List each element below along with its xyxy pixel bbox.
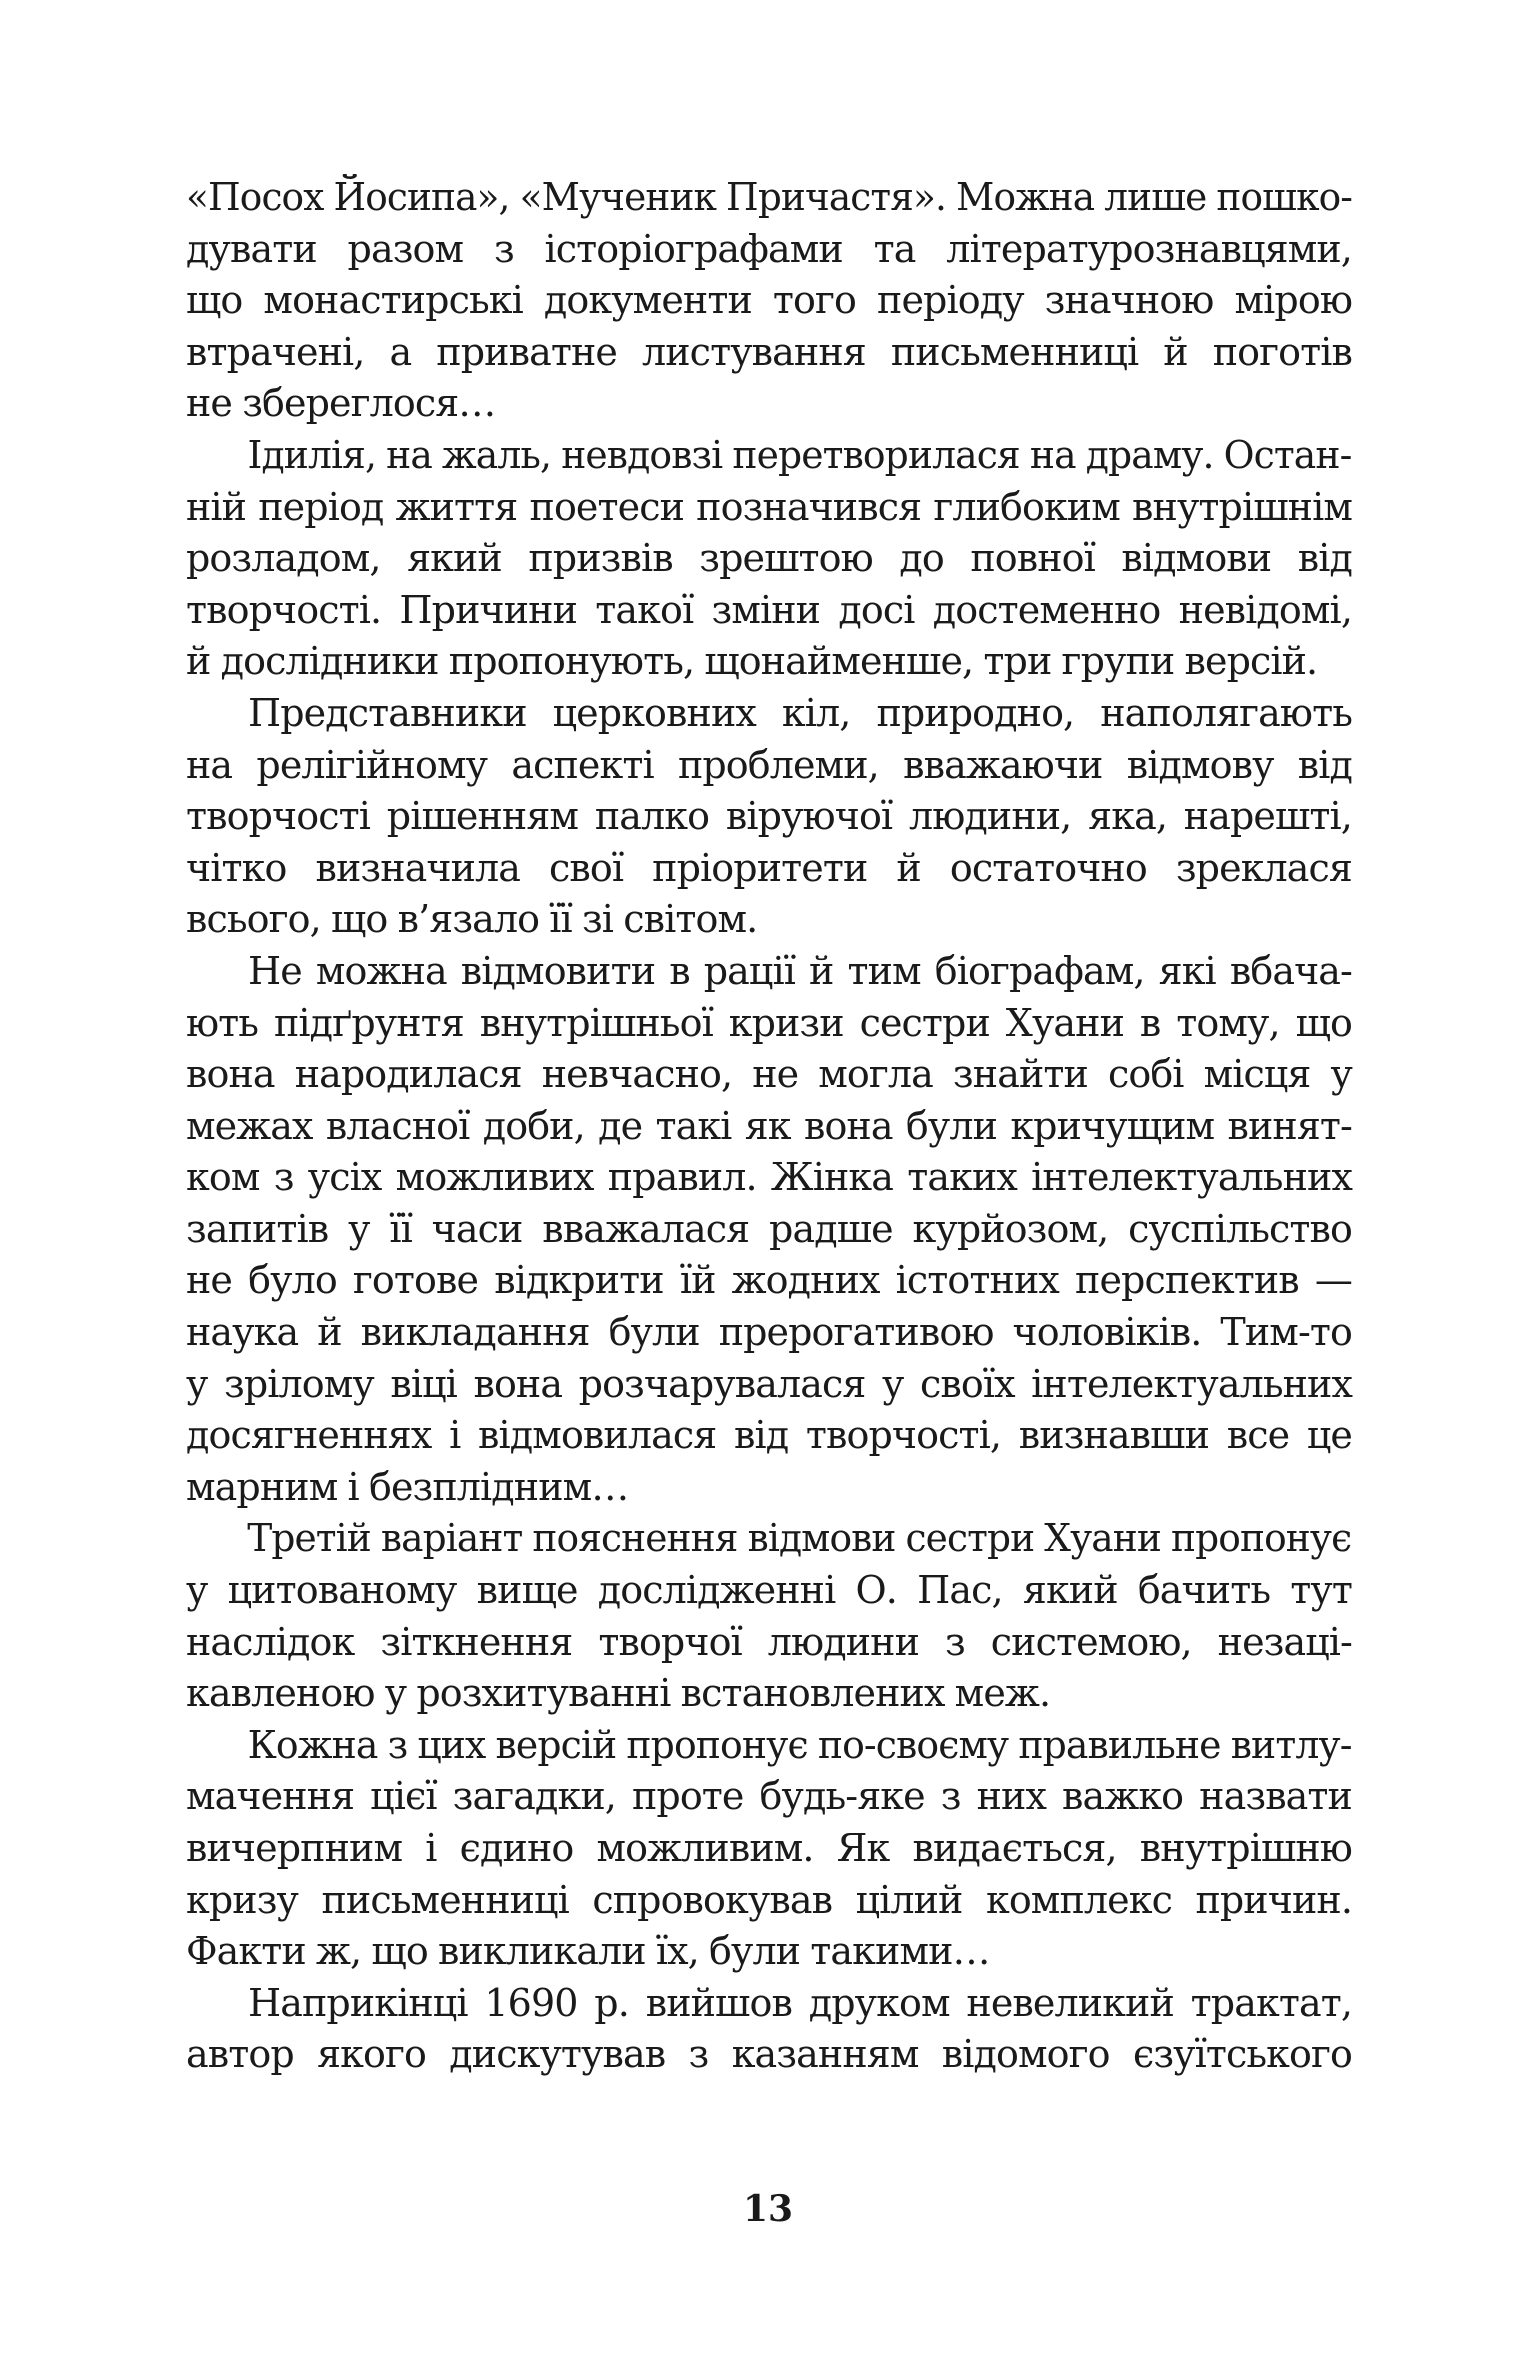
text-line: вичерпним і єдино можливим. Як видається, внутрішню: [186, 1826, 1352, 1870]
text-line: дувати разом з історіографами та літературознавцями,: [186, 226, 1352, 271]
text-line: чітко визначила свої пріоритети й остаточно зреклася: [186, 845, 1352, 890]
paragraph: [186, 1513, 1352, 1719]
text-line: всього, що в’язало її зі світом.: [186, 897, 758, 942]
paragraph: [186, 688, 1352, 946]
text-line: у цитованому вище дослідженні О. Пас, який бачить тут: [186, 1568, 1352, 1613]
paragraph: [186, 172, 1352, 430]
text-line: наслідок зіткнення творчої людини з системою, незаці-: [186, 1619, 1352, 1664]
body-text: [186, 172, 1352, 2081]
paragraph: [186, 1978, 1352, 2081]
text-line: не було готове відкрити їй жодних істотних перспектив —: [186, 1258, 1352, 1303]
text-line: «Посох Йосипа», «Мученик Причастя». Можна лише пошко-: [186, 175, 1353, 219]
text-line: межах власної доби, де такі як вона були кричущим винят-: [186, 1103, 1352, 1148]
text-line: Не можна відмовити в рації й тим біографам, які вбача-: [248, 948, 1352, 993]
text-line: ють підґрунтя внутрішньої кризи сестри Хуани в тому, що: [186, 1000, 1352, 1045]
text-line: запитів у її часи вважалася радше курйозом, суспільство: [186, 1206, 1352, 1251]
text-line: у зрілому віці вона розчарувалася у своїх інтелектуальних: [186, 1361, 1352, 1406]
text-line: мачення цієї загадки, проте будь-яке з них важко назвати: [186, 1774, 1352, 1819]
text-line: що монастирські документи того періоду значною мірою: [186, 278, 1352, 323]
text-line: Кожна з цих версій пропонує по-своєму правильне витлу-: [247, 1722, 1352, 1767]
text-line: й дослідники пропонують, щонайменше, три групи версій.: [186, 639, 1318, 684]
text-line: на релігійному аспекті проблеми, вважаючи відмову від: [186, 742, 1352, 787]
text-line: кризу письменниці спровокував цілий комплекс причин.: [186, 1877, 1352, 1922]
text-line: не збереглося…: [186, 381, 496, 426]
text-line: творчості. Причини такої зміни досі достеменно невідомі,: [186, 587, 1352, 632]
text-line: досягненнях і відмовилася від творчості, визнавши все це: [186, 1413, 1352, 1458]
text-line: Представники церковних кіл, природно, наполягають: [248, 690, 1352, 735]
text-line: Ідилія, на жаль, невдовзі перетворилася на драму. Остан-: [247, 432, 1352, 477]
text-line: втрачені, а приватне листування письменниці й поготів: [186, 329, 1352, 374]
text-line: Третій варіант пояснення відмови сестри Хуани пропонує: [247, 1516, 1352, 1561]
paragraph: [186, 430, 1352, 688]
text-line: Факти ж, що викликали їх, були такими…: [186, 1929, 990, 1974]
paragraph: [186, 1720, 1352, 1978]
text-line: розладом, який призвів зрештою до повної відмови від: [186, 536, 1352, 581]
text-line: автор якого дискутував з казанням відомого єзуїтського: [186, 2032, 1352, 2077]
text-line: ній період життя поетеси позначився глибоким внутрішнім: [186, 484, 1352, 529]
text-line: вона народилася невчасно, не могла знайти собі місця у: [186, 1052, 1352, 1097]
text-line: творчості рішенням палко віруючої людини, яка, нарешті,: [186, 794, 1352, 839]
text-line: ком з усіх можливих правил. Жінка таких інтелектуальних: [186, 1155, 1352, 1200]
text-line: Наприкінці 1690 р. вийшов друком невеликий трактат,: [248, 1980, 1352, 2025]
text-line: кавленою у розхитуванні встановлених меж.: [186, 1671, 1051, 1716]
paragraph: [186, 946, 1352, 1514]
text-line: наука й викладання були прерогативою чоловіків. Тим-то: [186, 1310, 1352, 1355]
text-line: марним і безплідним…: [186, 1464, 629, 1509]
page-number: 13: [742, 2188, 794, 2230]
